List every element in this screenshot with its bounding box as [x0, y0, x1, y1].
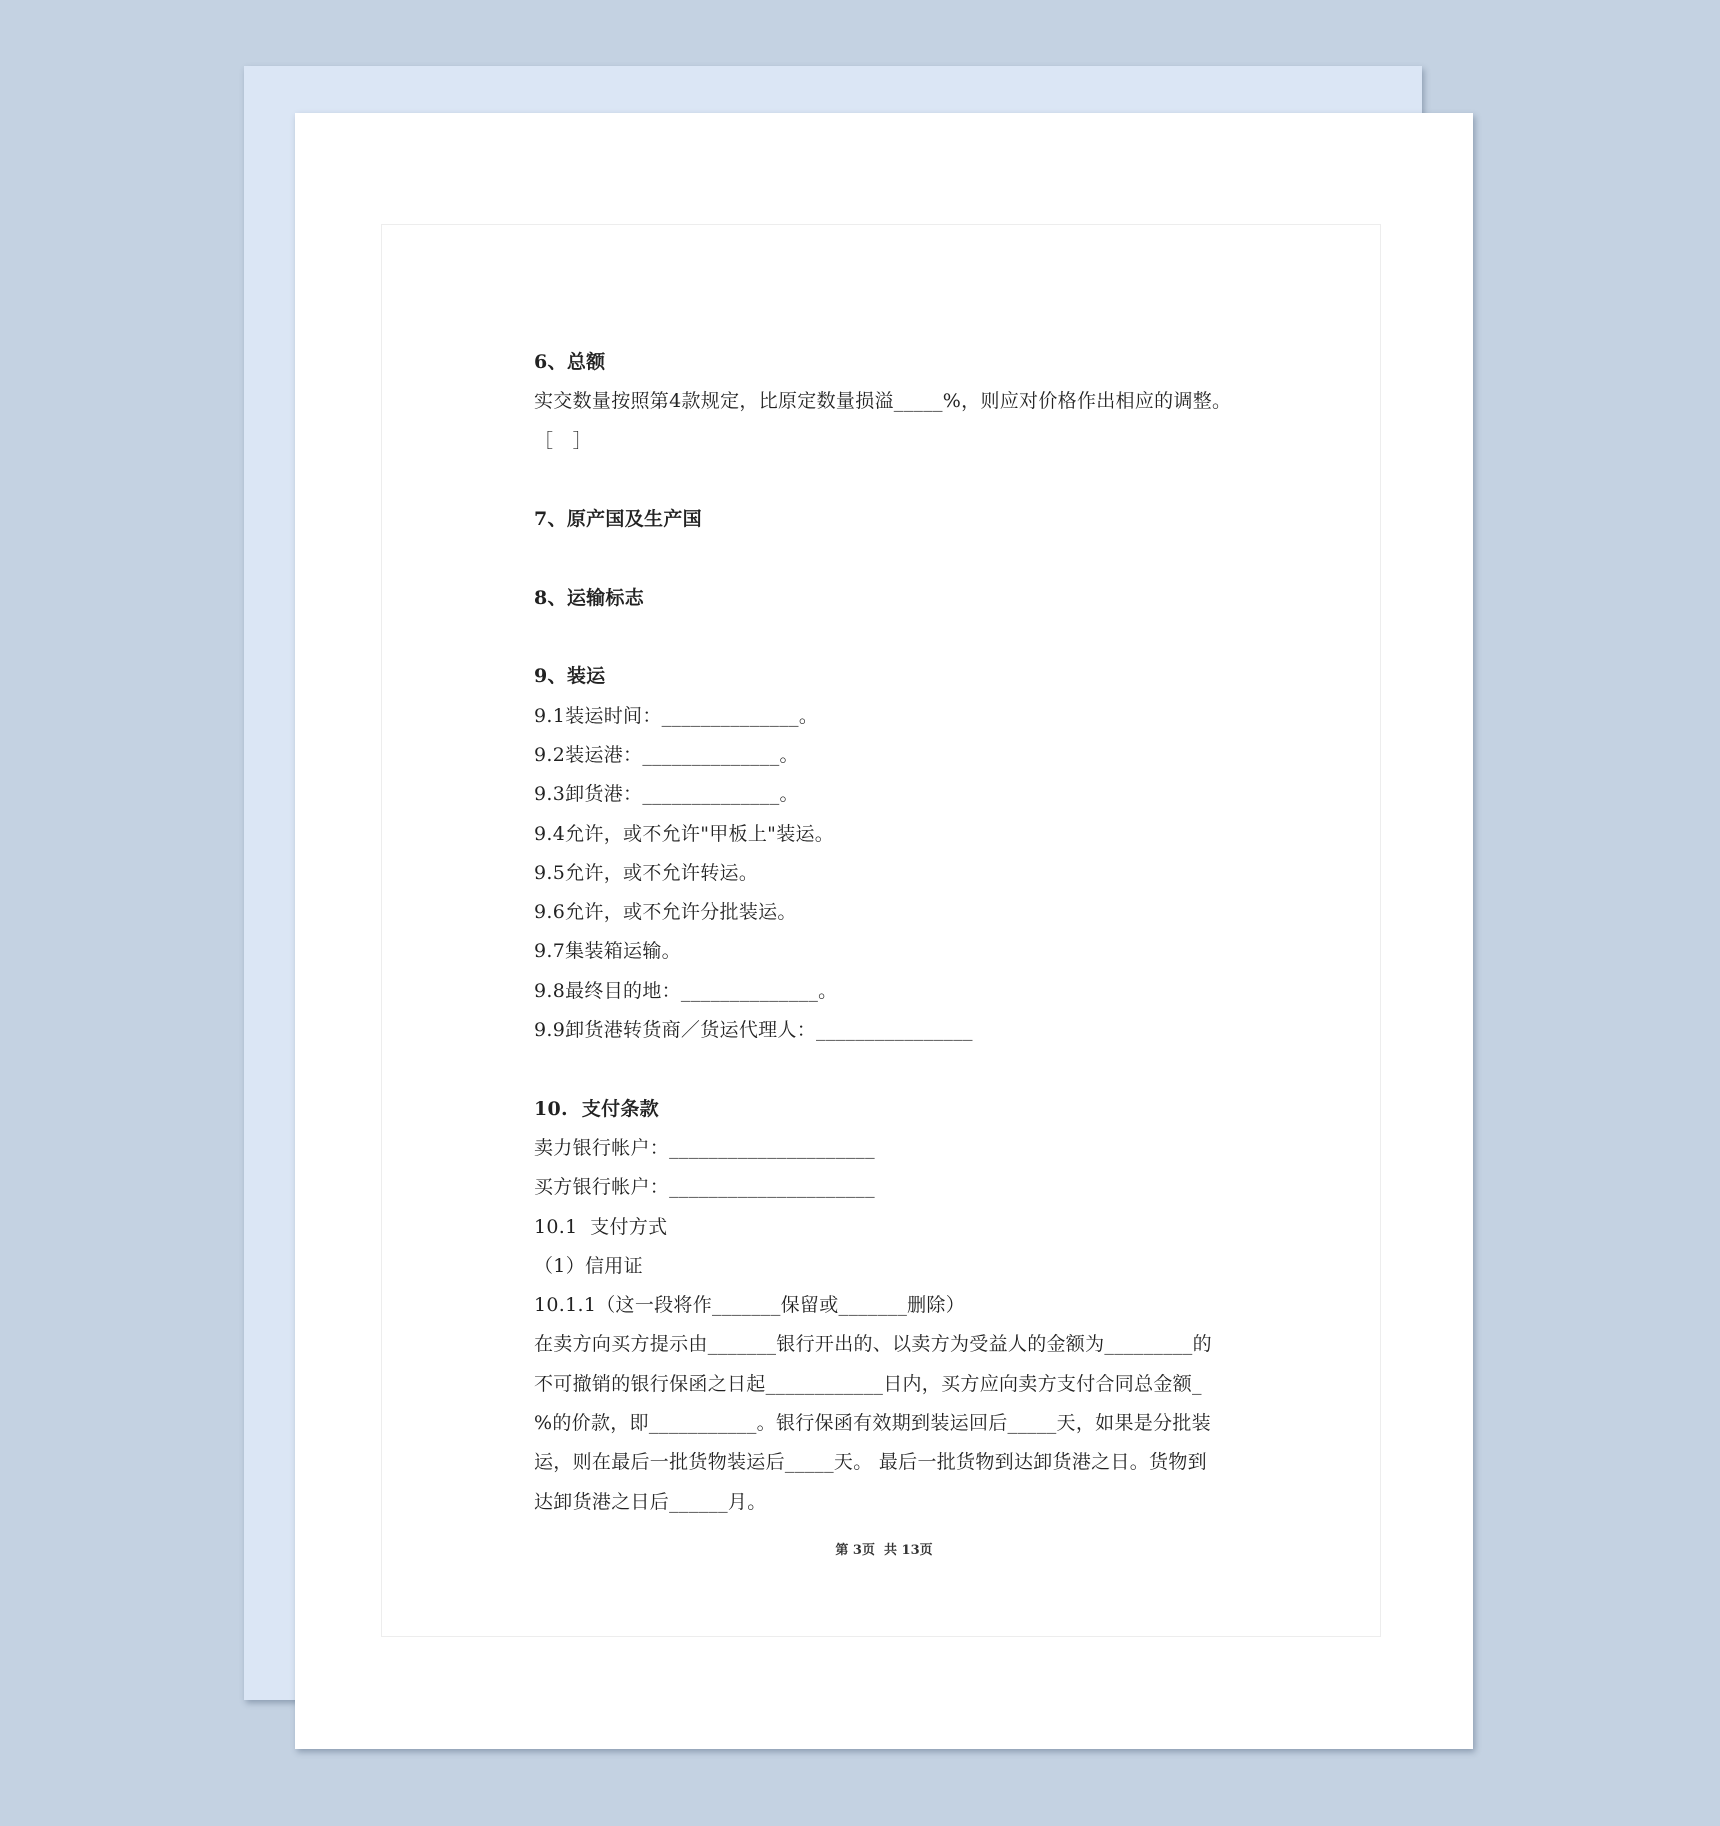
- page-content: [534, 343, 1254, 1522]
- body-line: ［ ］: [534, 429, 592, 452]
- body-line: 不可撤销的银行保函之日起____________日内，买方应向卖方支付合同总金额_: [534, 1372, 1202, 1395]
- body-line: 9.9卸货港转货商／货运代理人：________________: [534, 1019, 973, 1042]
- section-heading: 6、总额: [534, 351, 606, 373]
- blank-line: [534, 618, 1254, 657]
- body-line: 10.1.1（这一段将作_______保留或_______删除）: [534, 1294, 966, 1317]
- body-line: 9.5允许，或不允许转运。: [534, 861, 759, 884]
- body-line: 9.3卸货港：______________。: [534, 783, 799, 806]
- section-heading: 8、运输标志: [534, 586, 645, 609]
- body-line: %的价款，即___________。银行保函有效期到装运回后_____天，如果是分批装: [534, 1412, 1211, 1435]
- blank-line: [534, 539, 1254, 578]
- section-heading: 7、原产国及生产国: [534, 508, 702, 531]
- body-line: 10.1 支付方式: [534, 1215, 668, 1238]
- blank-line: [534, 461, 1254, 500]
- section-heading: 9、装运: [534, 665, 606, 688]
- page-footer: 第 3页 共 13页: [835, 1543, 933, 1558]
- body-line: 9.8最终目的地：______________。: [534, 979, 838, 1002]
- body-line: 在卖方向买方提示由_______银行开出的、以卖方为受益人的金额为_________的: [534, 1333, 1212, 1356]
- body-line: 9.7集装箱运输。: [534, 940, 681, 963]
- section-heading: 10. 支付条款: [534, 1097, 659, 1120]
- body-line: 实交数量按照第4款规定，比原定数量损溢_____%，则应对价格作出相应的调整。: [534, 390, 1232, 413]
- body-line: 达卸货港之日后______月。: [534, 1490, 767, 1513]
- body-line: 9.4允许，或不允许"甲板上"装运。: [534, 822, 835, 845]
- blank-line: [534, 1050, 1254, 1089]
- body-line: 运，则在最后一批货物装运后_____天。 最后一批货物到达卸货港之日。货物到: [534, 1451, 1207, 1474]
- body-line: 9.2装运港：______________。: [534, 743, 799, 766]
- body-line: 卖力银行帐户：_____________________: [534, 1136, 875, 1159]
- body-line: 9.1装运时间：______________。: [534, 704, 819, 727]
- document-page: [295, 113, 1473, 1749]
- body-line: 买方银行帐户：_____________________: [534, 1176, 875, 1199]
- body-line: （1）信用证: [534, 1254, 643, 1277]
- body-line: 9.6允许，或不允许分批装运。: [534, 901, 797, 924]
